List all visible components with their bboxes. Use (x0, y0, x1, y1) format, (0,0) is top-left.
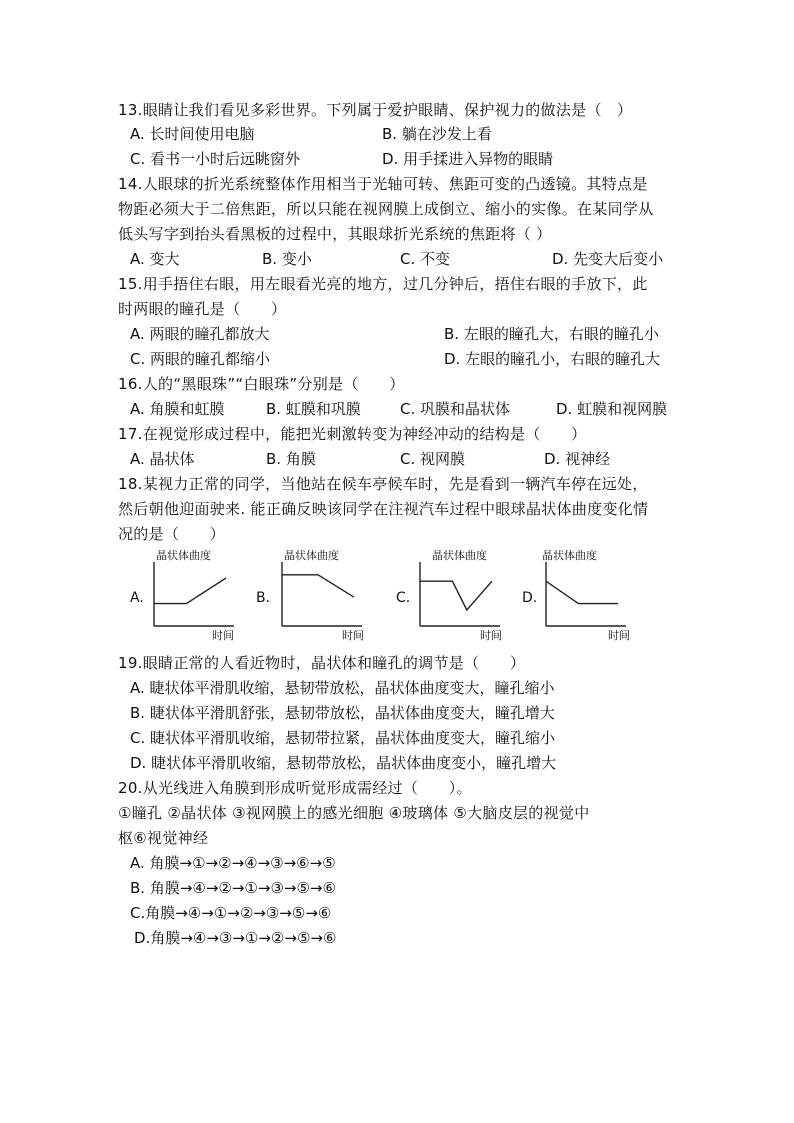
q16-option-c: C. 巩膜和晶状体 (400, 400, 511, 418)
q13-stem: 13.眼睛让我们看见多彩世界。下列属于爱护眼睛、保护视力的做法是（ ） (118, 101, 633, 119)
chart-option-b (256, 548, 386, 644)
chart-series-line (282, 575, 354, 597)
q19-option-d: D. 睫状体平滑肌收缩，悬韧带放松，晶状体曲度变小，瞳孔增大 (130, 754, 557, 772)
q16-option-a: A. 角膜和虹膜 (130, 400, 225, 418)
q13-option-c: C. 看书一小时后远眺窗外 (130, 150, 301, 168)
q20-stem: 20.从光线进入角膜到形成听觉形成需经过（ ）。 (118, 779, 472, 797)
q19-option-b: B. 睫状体平滑肌舒张，悬韧带放松，晶状体曲度变大，瞳孔增大 (130, 704, 555, 722)
q14-stem-line2: 物距必须大于二倍焦距，所以只能在视网膜上成倒立、缩小的实像。在某同学从 (118, 200, 654, 218)
q14-option-c: C. 不变 (400, 250, 451, 268)
chart-option-d (520, 548, 650, 644)
q15-option-a: A. 两眼的瞳孔都放大 (130, 325, 270, 343)
q15-option-c: C. 两眼的瞳孔都缩小 (130, 350, 271, 368)
q15-option-b: B. 左眼的瞳孔大，右眼的瞳孔小 (444, 325, 659, 343)
chart-option-c (394, 548, 524, 644)
chart-option-a (126, 548, 256, 644)
chart-plot (520, 548, 650, 644)
q13-option-d: D. 用手揉进入异物的眼睛 (382, 150, 554, 168)
chart-series-line (546, 581, 618, 603)
q19-stem: 19.眼睛正常的人看近物时，晶状体和瞳孔的调节是（ ） (118, 654, 526, 672)
chart-y-axis-label: 晶状体曲度 (432, 549, 487, 562)
chart-plot (394, 548, 524, 644)
chart-series-line (420, 581, 492, 610)
q14-option-b: B. 变小 (262, 250, 312, 268)
q17-option-a: A. 晶状体 (130, 450, 195, 468)
chart-plot (126, 548, 256, 644)
q19-option-a: A. 睫状体平滑肌收缩，悬韧带放松，晶状体曲度变大，瞳孔缩小 (130, 679, 555, 697)
chart-x-axis-label: 时间 (608, 629, 630, 642)
q20-items-line1: ①瞳孔 ②晶状体 ③视网膜上的感光细胞 ④玻璃体 ⑤大脑皮层的视觉中 (118, 804, 590, 822)
chart-y-axis-label: 晶状体曲度 (542, 549, 597, 562)
chart-option-letter: A. (130, 590, 144, 606)
q13-option-a: A. 长时间使用电脑 (130, 125, 255, 143)
q18-stem-line2: 然后朝他迎面驶来. 能正确反映该同学在注视汽车过程中眼球晶状体曲度变化情 (118, 500, 649, 518)
chart-series-line (154, 578, 226, 604)
chart-option-letter: B. (256, 590, 271, 606)
q16-stem: 16.人的“黑眼珠”“白眼珠”分别是（ ） (118, 375, 405, 393)
q18-stem-line1: 18.某视力正常的同学，当他站在候车亭候车时，先是看到一辆汽车停在远处， (118, 475, 648, 493)
q20-items-line2: 枢⑥视觉神经 (118, 829, 209, 847)
chart-option-letter: D. (522, 590, 538, 606)
chart-option-letter: C. (396, 590, 411, 606)
q20-option-a: A. 角膜→①→②→④→③→⑥→⑤ (130, 854, 336, 872)
q15-stem-line1: 15.用手捂住右眼，用左眼看光亮的地方，过几分钟后，捂住右眼的手放下，此 (118, 275, 648, 293)
chart-x-axis-label: 时间 (342, 629, 364, 642)
q20-option-b: B. 角膜→④→②→①→③→⑤→⑥ (130, 879, 336, 897)
q17-option-c: C. 视网膜 (400, 450, 466, 468)
chart-x-axis-label: 时间 (480, 629, 502, 642)
q15-stem-line2: 时两眼的瞳孔是（ ） (118, 300, 287, 318)
q16-option-d: D. 虹膜和视网膜 (556, 400, 668, 418)
q17-option-b: B. 角膜 (266, 450, 316, 468)
chart-plot (256, 548, 386, 644)
q20-option-c: C.角膜→④→①→②→③→⑤→⑥ (130, 904, 332, 922)
q14-option-a: A. 变大 (130, 250, 180, 268)
q17-stem: 17.在视觉形成过程中，能把光刺激转变为神经冲动的结构是（ ） (118, 425, 587, 443)
chart-x-axis-label: 时间 (212, 629, 234, 642)
q18-stem-line3: 况的是（ ） (118, 525, 226, 543)
q14-option-d: D. 先变大后变小 (552, 250, 664, 268)
q14-stem-line3: 低头写字到抬头看黑板的过程中，其眼球折光系统的焦距将（ ） (118, 225, 552, 243)
chart-y-axis-label: 晶状体曲度 (156, 549, 211, 562)
chart-y-axis-label: 晶状体曲度 (284, 549, 339, 562)
q19-option-c: C. 睫状体平滑肌收缩，悬韧带拉紧，晶状体曲度变大，瞳孔缩小 (130, 729, 556, 747)
q13-option-b: B. 躺在沙发上看 (382, 125, 492, 143)
q18-chart-options (126, 548, 666, 644)
q14-stem-line1: 14.人眼球的折光系统整体作用相当于光轴可转、焦距可变的凸透镜。其特点是 (118, 175, 648, 193)
q20-option-d: D.角膜→④→③→①→②→⑤→⑥ (134, 929, 337, 947)
q15-option-d: D. 左眼的瞳孔小，右眼的瞳孔大 (444, 350, 661, 368)
q16-option-b: B. 虹膜和巩膜 (266, 400, 361, 418)
q17-option-d: D. 视神经 (544, 450, 611, 468)
